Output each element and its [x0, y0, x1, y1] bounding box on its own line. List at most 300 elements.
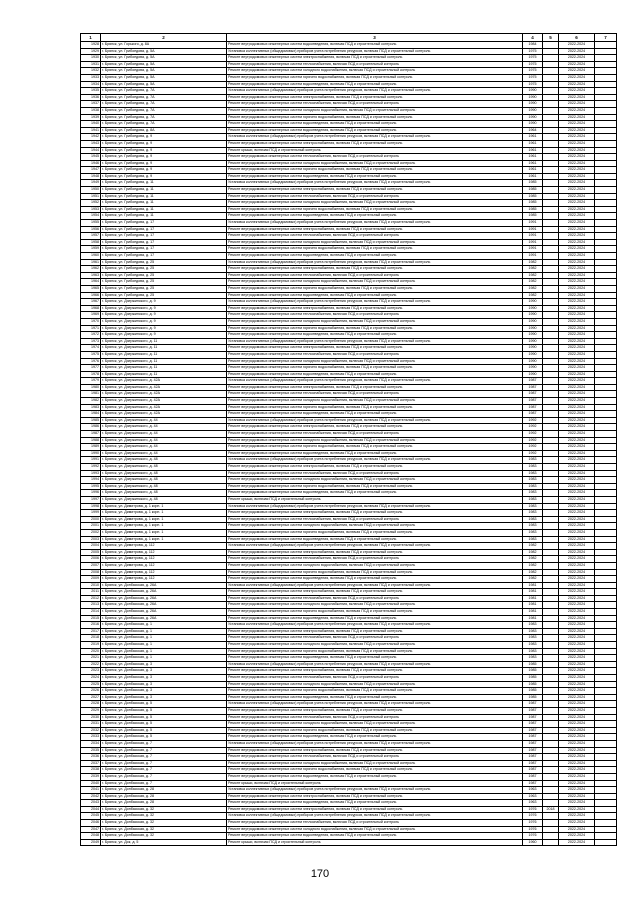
work-type-cell: Ремонт крыши, включая ПСД и строительный контроль — [227, 496, 523, 503]
planned-period-cell: 2022-2024 — [559, 68, 595, 75]
row-number-cell: 1944 — [81, 147, 101, 154]
address-cell: г. Брянск, ул. Дзержинского, д. 42А — [101, 391, 227, 398]
last-repair-year-cell — [543, 556, 559, 563]
work-type-cell: Установка коллективных (общедомовых) приборов учета потребления ресурсов, включая ПСД и строительный контроль — [227, 48, 523, 55]
last-repair-year-cell — [543, 101, 559, 108]
column-header: 2 — [101, 34, 227, 42]
work-type-cell: Ремонт внутридомовых инженерных систем горячего водоснабжения, включая ПСД и строительный контроль — [227, 609, 523, 616]
build-year-cell: 1982 — [523, 549, 543, 556]
row-number-cell: 2017 — [81, 628, 101, 635]
build-year-cell: 1975 — [523, 81, 543, 88]
work-type-cell: Ремонт внутридомовых инженерных систем водоотведения, включая ПСД и строительный контроль — [227, 411, 523, 418]
extra-cell — [595, 760, 617, 767]
work-type-cell: Ремонт внутридомовых инженерных систем водоотведения, включая ПСД и строительный контроль — [227, 121, 523, 128]
table-row — [81, 760, 617, 767]
work-type-cell: Ремонт внутридомовых инженерных систем горячего водоснабжения, включая ПСД и строительный контроль — [227, 688, 523, 695]
planned-period-cell: 2022-2024 — [559, 800, 595, 807]
extra-cell — [595, 523, 617, 530]
extra-cell — [595, 411, 617, 418]
row-number-cell: 1955 — [81, 220, 101, 227]
row-number-cell: 1981 — [81, 391, 101, 398]
planned-period-cell: 2022-2024 — [559, 503, 595, 510]
work-type-cell: Ремонт внутридомовых инженерных систем водоотведения, включая ПСД и строительный контроль — [227, 833, 523, 840]
build-year-cell: 1990 — [523, 318, 543, 325]
work-type-cell: Ремонт внутридомовых инженерных систем водоотведения, включая ПСД и строительный контроль — [227, 655, 523, 662]
work-type-cell: Ремонт внутридомовых инженерных систем водоотведения, включая ПСД и строительный контроль — [227, 490, 523, 497]
planned-period-cell: 2022-2024 — [559, 477, 595, 484]
table-row — [81, 193, 617, 200]
last-repair-year-cell — [543, 206, 559, 213]
last-repair-year-cell — [543, 239, 559, 246]
planned-period-cell: 2022-2024 — [559, 94, 595, 101]
row-number-cell: 2026 — [81, 688, 101, 695]
row-number-cell: 1973 — [81, 338, 101, 345]
address-cell: г. Брянск, ул. Грибоедова, д. 7А — [101, 107, 227, 114]
address-cell: г. Брянск, ул. Донбасская, д. 1 — [101, 655, 227, 662]
address-cell: г. Брянск, ул. Донбасская, д. 3 — [101, 688, 227, 695]
work-type-cell: Ремонт внутридомовых инженерных систем теплоснабжения, включая ПСД и строительный контроль — [227, 754, 523, 761]
last-repair-year-cell — [543, 839, 559, 846]
build-year-cell: 1987 — [523, 760, 543, 767]
work-type-cell: Ремонт внутридомовых инженерных систем теплоснабжения, включая ПСД и строительный контроль — [227, 556, 523, 563]
last-repair-year-cell — [543, 81, 559, 88]
build-year-cell: 1984 — [523, 42, 543, 49]
planned-period-cell: 2022-2024 — [559, 101, 595, 108]
build-year-cell: 1983 — [523, 464, 543, 471]
row-number-cell: 1940 — [81, 121, 101, 128]
address-cell: г. Брянск, ул. Грибоедова, д. 5А — [101, 68, 227, 75]
row-number-cell: 1932 — [81, 68, 101, 75]
row-number-cell: 1984 — [81, 411, 101, 418]
build-year-cell: 1990 — [523, 332, 543, 339]
build-year-cell: 1982 — [523, 266, 543, 273]
row-number-cell: 1992 — [81, 464, 101, 471]
table-row — [81, 365, 617, 372]
build-year-cell: 1983 — [523, 536, 543, 543]
extra-cell — [595, 800, 617, 807]
build-year-cell: 1987 — [523, 773, 543, 780]
last-repair-year-cell — [543, 431, 559, 438]
build-year-cell: 1991 — [523, 233, 543, 240]
extra-cell — [595, 747, 617, 754]
build-year-cell: 1975 — [523, 68, 543, 75]
last-repair-year-cell — [543, 642, 559, 649]
address-cell: г. Брянск, ул. Дзержинского, д. 48 — [101, 477, 227, 484]
address-cell: г. Брянск, ул. Дзержинского, д. 42А — [101, 404, 227, 411]
work-type-cell: Ремонт внутридомовых инженерных систем электроснабжения, включая ПСД и строительный контроль — [227, 424, 523, 431]
planned-period-cell: 2022-2024 — [559, 114, 595, 121]
extra-cell — [595, 358, 617, 365]
table-row — [81, 305, 617, 312]
extra-cell — [595, 206, 617, 213]
extra-cell — [595, 477, 617, 484]
table-row — [81, 780, 617, 787]
last-repair-year-cell — [543, 193, 559, 200]
row-number-cell: 2008 — [81, 569, 101, 576]
planned-period-cell: 2022-2024 — [559, 299, 595, 306]
work-type-cell: Ремонт внутридомовых инженерных систем электроснабжения, включая ПСД и строительный контроль — [227, 707, 523, 714]
planned-period-cell: 2022-2024 — [559, 272, 595, 279]
row-number-cell: 2006 — [81, 556, 101, 563]
planned-period-cell: 2022-2024 — [559, 701, 595, 708]
last-repair-year-cell — [543, 437, 559, 444]
extra-cell — [595, 121, 617, 128]
row-number-cell: 2002 — [81, 529, 101, 536]
address-cell: г. Брянск, ул. Дзержинского, д. 44 — [101, 450, 227, 457]
extra-cell — [595, 134, 617, 141]
planned-period-cell: 2022-2024 — [559, 378, 595, 385]
last-repair-year-cell — [543, 351, 559, 358]
build-year-cell: 1960 — [523, 839, 543, 846]
extra-cell — [595, 793, 617, 800]
work-type-cell: Ремонт внутридомовых инженерных систем горячего водоснабжения, включая ПСД и строительный контроль — [227, 648, 523, 655]
table-row — [81, 220, 617, 227]
address-cell: г. Брянск, ул. Димитрова, д. 1 корп. 1 — [101, 503, 227, 510]
table-row — [81, 642, 617, 649]
build-year-cell: 1981 — [523, 582, 543, 589]
extra-cell — [595, 68, 617, 75]
last-repair-year-cell — [543, 543, 559, 550]
extra-cell — [595, 826, 617, 833]
last-repair-year-cell — [543, 391, 559, 398]
row-number-cell: 2016 — [81, 622, 101, 629]
planned-period-cell: 2022-2024 — [559, 42, 595, 49]
extra-cell — [595, 536, 617, 543]
row-number-cell: 1947 — [81, 167, 101, 174]
work-type-cell: Ремонт внутридомовых инженерных систем водоотведения, включая ПСД и строительный контроль — [227, 253, 523, 260]
table-row — [81, 167, 617, 174]
planned-period-cell: 2022-2024 — [559, 707, 595, 714]
extra-cell — [595, 81, 617, 88]
row-number-cell: 2048 — [81, 833, 101, 840]
extra-cell — [595, 642, 617, 649]
last-repair-year-cell — [543, 707, 559, 714]
planned-period-cell: 2022-2024 — [559, 140, 595, 147]
extra-cell — [595, 167, 617, 174]
address-cell: г. Брянск, ул. Донбасская, д. 5 — [101, 701, 227, 708]
table-row — [81, 48, 617, 55]
extra-cell — [595, 42, 617, 49]
extra-cell — [595, 773, 617, 780]
extra-cell — [595, 582, 617, 589]
table-row — [81, 694, 617, 701]
planned-period-cell: 2022-2024 — [559, 483, 595, 490]
address-cell: г. Брянск, ул. Грибоедова, д. 11 — [101, 213, 227, 220]
work-type-cell: Ремонт внутридомовых инженерных систем холодного водоснабжения, включая ПСД и строительный контроль — [227, 760, 523, 767]
row-number-cell: 1997 — [81, 496, 101, 503]
planned-period-cell: 2022-2024 — [559, 160, 595, 167]
build-year-cell: 1991 — [523, 220, 543, 227]
build-year-cell: 1990 — [523, 101, 543, 108]
planned-period-cell: 2022-2024 — [559, 246, 595, 253]
work-type-cell: Ремонт внутридомовых инженерных систем электроснабжения, включая ПСД и строительный контроль — [227, 187, 523, 194]
extra-cell — [595, 417, 617, 424]
table-row — [81, 609, 617, 616]
address-cell: г. Брянск, ул. Грибоедова, д. 11 — [101, 180, 227, 187]
planned-period-cell: 2022-2024 — [559, 312, 595, 319]
address-cell: г. Брянск, ул. Донбасская, д. 3 — [101, 668, 227, 675]
table-row — [81, 358, 617, 365]
row-number-cell: 1939 — [81, 114, 101, 121]
extra-cell — [595, 628, 617, 635]
build-year-cell: 1983 — [523, 529, 543, 536]
extra-cell — [595, 483, 617, 490]
planned-period-cell: 2022-2024 — [559, 193, 595, 200]
last-repair-year-cell — [543, 213, 559, 220]
table-row — [81, 259, 617, 266]
build-year-cell: 1983 — [523, 628, 543, 635]
address-cell: г. Брянск, ул. Дзержинского, д. 11 — [101, 358, 227, 365]
last-repair-year-cell — [543, 88, 559, 95]
table-row — [81, 332, 617, 339]
address-cell: г. Брянск, ул. Донбасская, д. 32 — [101, 833, 227, 840]
table-row — [81, 589, 617, 596]
extra-cell — [595, 338, 617, 345]
work-type-cell: Ремонт внутридомовых инженерных систем холодного водоснабжения, включая ПСД и строительный контроль — [227, 160, 523, 167]
address-cell: г. Брянск, ул. Димитрова, д. 112 — [101, 543, 227, 550]
row-number-cell: 2047 — [81, 826, 101, 833]
build-year-cell: 1975 — [523, 48, 543, 55]
work-type-cell: Ремонт внутридомовых инженерных систем горячего водоснабжения, включая ПСД и строительный контроль — [227, 444, 523, 451]
last-repair-year-cell — [543, 378, 559, 385]
extra-cell — [595, 127, 617, 134]
last-repair-year-cell — [543, 734, 559, 741]
work-type-cell: Ремонт внутридомовых инженерных систем холодного водоснабжения, включая ПСД и строительный контроль — [227, 107, 523, 114]
planned-period-cell: 2022-2024 — [559, 661, 595, 668]
work-type-cell: Установка коллективных (общедомовых) приборов учета потребления ресурсов, включая ПСД и строительный контроль — [227, 740, 523, 747]
work-type-cell: Установка коллективных (общедомовых) приборов учета потребления ресурсов, включая ПСД и строительный контроль — [227, 503, 523, 510]
work-type-cell: Ремонт внутридомовых инженерных систем горячего водоснабжения, включая ПСД и строительный контроль — [227, 206, 523, 213]
table-row — [81, 371, 617, 378]
row-number-cell: 2028 — [81, 701, 101, 708]
extra-cell — [595, 193, 617, 200]
address-cell: г. Брянск, ул. Дзержинского, д. 42А — [101, 378, 227, 385]
last-repair-year-cell — [543, 721, 559, 728]
extra-cell — [595, 820, 617, 827]
build-year-cell: 1987 — [523, 701, 543, 708]
table-row — [81, 424, 617, 431]
row-number-cell: 1941 — [81, 127, 101, 134]
row-number-cell: 1969 — [81, 312, 101, 319]
planned-period-cell: 2022-2024 — [559, 576, 595, 583]
last-repair-year-cell — [543, 813, 559, 820]
last-repair-year-cell — [543, 94, 559, 101]
extra-cell — [595, 424, 617, 431]
row-number-cell: 1942 — [81, 134, 101, 141]
address-cell: г. Брянск, ул. Грибоедова, д. 11 — [101, 193, 227, 200]
planned-period-cell: 2022-2024 — [559, 404, 595, 411]
table-row — [81, 516, 617, 523]
row-number-cell: 1971 — [81, 325, 101, 332]
last-repair-year-cell — [543, 74, 559, 81]
extra-cell — [595, 529, 617, 536]
address-cell: г. Брянск, ул. Донбасская, д. 32 — [101, 820, 227, 827]
table-row — [81, 61, 617, 68]
extra-cell — [595, 437, 617, 444]
extra-cell — [595, 562, 617, 569]
table-row — [81, 622, 617, 629]
work-type-cell: Ремонт внутридомовых инженерных систем водоотведения, включая ПСД и строительный контроль — [227, 292, 523, 299]
extra-cell — [595, 200, 617, 207]
planned-period-cell: 2022-2024 — [559, 582, 595, 589]
extra-cell — [595, 727, 617, 734]
row-number-cell: 1930 — [81, 55, 101, 62]
table-row — [81, 721, 617, 728]
extra-cell — [595, 154, 617, 161]
planned-period-cell: 2022-2024 — [559, 536, 595, 543]
last-repair-year-cell — [543, 107, 559, 114]
row-number-cell: 2023 — [81, 668, 101, 675]
row-number-cell: 1935 — [81, 88, 101, 95]
last-repair-year-cell — [543, 549, 559, 556]
extra-cell — [595, 450, 617, 457]
extra-cell — [595, 787, 617, 794]
address-cell: г. Брянск, ул. Дзержинского, д. 9 — [101, 299, 227, 306]
last-repair-year-cell — [543, 826, 559, 833]
planned-period-cell: 2022-2024 — [559, 437, 595, 444]
last-repair-year-cell — [543, 562, 559, 569]
extra-cell — [595, 661, 617, 668]
address-cell: г. Брянск, ул. Грибоедова, д. 5А — [101, 61, 227, 68]
address-cell: г. Брянск, ул. Грибоедова, д. 9 — [101, 173, 227, 180]
work-type-cell: Установка коллективных (общедомовых) приборов учета потребления ресурсов, включая ПСД и строительный контроль — [227, 787, 523, 794]
planned-period-cell: 2022-2024 — [559, 721, 595, 728]
extra-cell — [595, 780, 617, 787]
address-cell: г. Брянск, ул. Донбасская, д. 7 — [101, 767, 227, 774]
extra-cell — [595, 648, 617, 655]
work-type-cell: Ремонт внутридомовых инженерных систем водоотведения, включая ПСД и строительный контроль — [227, 332, 523, 339]
table-row — [81, 602, 617, 609]
last-repair-year-cell — [543, 338, 559, 345]
work-type-cell: Ремонт внутридомовых инженерных систем холодного водоснабжения, включая ПСД и строительный контроль — [227, 68, 523, 75]
table-row — [81, 450, 617, 457]
table-row — [81, 549, 617, 556]
row-number-cell: 1945 — [81, 154, 101, 161]
planned-period-cell: 2022-2024 — [559, 806, 595, 813]
extra-cell — [595, 714, 617, 721]
row-number-cell: 1928 — [81, 42, 101, 49]
last-repair-year-cell — [543, 285, 559, 292]
address-cell: г. Брянск, ул. Димитрова, д. 112 — [101, 549, 227, 556]
extra-cell — [595, 576, 617, 583]
last-repair-year-cell — [543, 655, 559, 662]
table-row — [81, 767, 617, 774]
table-row — [81, 826, 617, 833]
build-year-cell: 1964 — [523, 127, 543, 134]
last-repair-year-cell — [543, 688, 559, 695]
extra-cell — [595, 391, 617, 398]
table-row — [81, 200, 617, 207]
work-type-cell: Ремонт внутридомовых инженерных систем теплоснабжения, включая ПСД и строительный контроль — [227, 675, 523, 682]
address-cell: г. Брянск, ул. Грибоедова, д. 25 — [101, 272, 227, 279]
last-repair-year-cell — [543, 259, 559, 266]
extra-cell — [595, 404, 617, 411]
table-row — [81, 94, 617, 101]
document-table-area — [80, 33, 616, 846]
row-number-cell: 1988 — [81, 437, 101, 444]
planned-period-cell: 2022-2024 — [559, 384, 595, 391]
last-repair-year-cell — [543, 226, 559, 233]
extra-cell — [595, 48, 617, 55]
address-cell: г. Брянск, ул. Димитрова, д. 112 — [101, 556, 227, 563]
planned-period-cell: 2022-2024 — [559, 48, 595, 55]
build-year-cell: 1983 — [523, 622, 543, 629]
extra-cell — [595, 226, 617, 233]
table-row — [81, 81, 617, 88]
build-year-cell: 1961 — [523, 160, 543, 167]
work-type-cell: Ремонт внутридомовых инженерных систем горячего водоснабжения, включая ПСД и строительный контроль — [227, 483, 523, 490]
last-repair-year-cell — [543, 754, 559, 761]
work-type-cell: Ремонт внутридомовых инженерных систем холодного водоснабжения, включая ПСД и строительный контроль — [227, 562, 523, 569]
work-type-cell: Ремонт внутридомовых инженерных систем холодного водоснабжения, включая ПСД и строительный контроль — [227, 681, 523, 688]
last-repair-year-cell — [543, 536, 559, 543]
table-row — [81, 569, 617, 576]
extra-cell — [595, 101, 617, 108]
planned-period-cell: 2022-2024 — [559, 180, 595, 187]
extra-cell — [595, 701, 617, 708]
build-year-cell: 1982 — [523, 285, 543, 292]
work-type-cell: Ремонт внутридомовых инженерных систем водоотведения, включая ПСД и строительный контроль — [227, 450, 523, 457]
table-row — [81, 562, 617, 569]
planned-period-cell: 2022-2024 — [559, 279, 595, 286]
work-type-cell: Ремонт внутридомовых инженерных систем водоотведения, включая ПСД и строительный контроль — [227, 576, 523, 583]
row-number-cell: 2033 — [81, 734, 101, 741]
table-row — [81, 384, 617, 391]
work-type-cell: Ремонт внутридомовых инженерных систем холодного водоснабжения, включая ПСД и строительный контроль — [227, 358, 523, 365]
extra-cell — [595, 378, 617, 385]
address-cell: г. Брянск, ул. Дзержинского, д. 42А — [101, 411, 227, 418]
build-year-cell: 1987 — [523, 391, 543, 398]
work-type-cell: Установка коллективных (общедомовых) приборов учета потребления ресурсов, включая ПСД и строительный контроль — [227, 457, 523, 464]
planned-period-cell: 2022-2024 — [559, 121, 595, 128]
planned-period-cell: 2022-2024 — [559, 675, 595, 682]
last-repair-year-cell — [543, 450, 559, 457]
table-row — [81, 681, 617, 688]
table-row — [81, 74, 617, 81]
address-cell: г. Брянск, ул. Донбасская, д. 28 — [101, 787, 227, 794]
last-repair-year-cell — [543, 622, 559, 629]
build-year-cell: 1982 — [523, 556, 543, 563]
planned-period-cell: 2022-2024 — [559, 470, 595, 477]
row-number-cell: 2003 — [81, 536, 101, 543]
last-repair-year-cell — [543, 220, 559, 227]
last-repair-year-cell — [543, 365, 559, 372]
extra-cell — [595, 365, 617, 372]
address-cell: г. Брянск, ул. Дзержинского, д. 9 — [101, 318, 227, 325]
extra-cell — [595, 510, 617, 517]
last-repair-year-cell — [543, 121, 559, 128]
row-number-cell: 2040 — [81, 780, 101, 787]
row-number-cell: 2046 — [81, 820, 101, 827]
table-row — [81, 325, 617, 332]
address-cell: г. Брянск, ул. Грибоедова, д. 25 — [101, 285, 227, 292]
row-number-cell: 1999 — [81, 510, 101, 517]
column-header: 4 — [523, 34, 543, 42]
work-type-cell: Ремонт внутридомовых инженерных систем холодного водоснабжения, включая ПСД и строительный контроль — [227, 239, 523, 246]
build-year-cell: 1975 — [523, 74, 543, 81]
table-row — [81, 582, 617, 589]
build-year-cell: 1985 — [523, 694, 543, 701]
last-repair-year-cell — [543, 773, 559, 780]
row-number-cell: 1958 — [81, 239, 101, 246]
work-type-cell: Установка коллективных (общедомовых) приборов учета потребления ресурсов, включая ПСД и строительный контроль — [227, 259, 523, 266]
column-header: 7 — [595, 34, 617, 42]
last-repair-year-cell — [543, 42, 559, 49]
work-type-cell: Установка коллективных (общедомовых) приборов учета потребления ресурсов, включая ПСД и строительный контроль — [227, 338, 523, 345]
extra-cell — [595, 609, 617, 616]
table-row — [81, 88, 617, 95]
build-year-cell: 1991 — [523, 226, 543, 233]
